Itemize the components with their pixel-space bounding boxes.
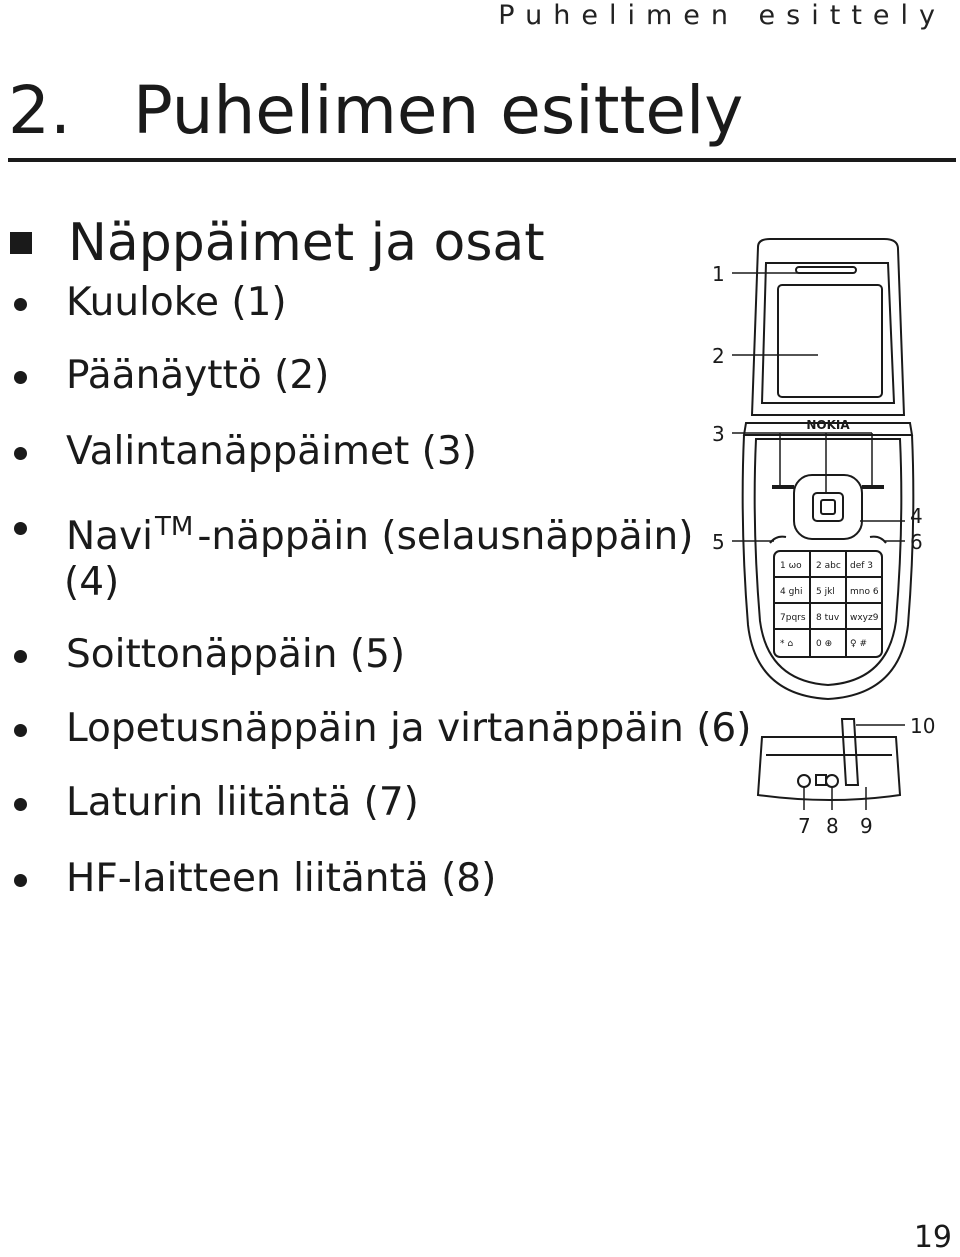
bullet-icon xyxy=(14,650,27,663)
svg-text:def 3: def 3 xyxy=(850,561,874,571)
earpiece xyxy=(796,267,856,273)
list-item: Valintanäppäimet (3) xyxy=(66,429,477,475)
callout-6: 6 xyxy=(910,530,923,554)
list-item-continuation: (4) xyxy=(64,560,120,605)
callout-7: 7 xyxy=(798,814,811,838)
svg-text:♀ #: ♀ # xyxy=(850,639,867,649)
chapter-title-text: Puhelimen esittely xyxy=(132,72,744,149)
svg-text:2 abc: 2 abc xyxy=(816,561,841,571)
bullet-icon xyxy=(14,798,27,811)
title-rule xyxy=(8,158,956,162)
list-item: HF-laitteen liitäntä (8) xyxy=(66,856,496,902)
list-item: Soittonäppäin (5) xyxy=(66,632,405,678)
section-heading xyxy=(8,212,545,274)
square-bullet-icon xyxy=(10,232,32,254)
svg-text:* ⌂: * ⌂ xyxy=(780,639,794,649)
list-item: Päänäyttö (2) xyxy=(66,353,329,399)
trademark-sup: TM xyxy=(155,512,194,542)
phone-diagram xyxy=(700,225,956,845)
chapter-number: 2. xyxy=(8,72,71,149)
svg-text:1 ωo: 1 ωo xyxy=(780,561,802,571)
svg-text:7pqrs: 7pqrs xyxy=(780,613,806,623)
section-title: Näppäimet ja osat xyxy=(68,213,545,273)
bullet-icon xyxy=(14,298,27,311)
list-item: Kuuloke (1) xyxy=(66,280,287,326)
page-number: 19 xyxy=(913,1220,952,1255)
brand-logo: NOKIA xyxy=(806,418,850,432)
svg-text:4 ghi: 4 ghi xyxy=(780,587,803,597)
main-display xyxy=(778,285,882,397)
svg-text:wxyz9: wxyz9 xyxy=(850,613,879,623)
callout-9: 9 xyxy=(860,814,873,838)
bullet-icon xyxy=(14,371,27,384)
callout-4: 4 xyxy=(910,504,923,528)
bullet-icon xyxy=(14,522,27,535)
chapter-title xyxy=(8,70,743,152)
svg-text:5 jkl: 5 jkl xyxy=(816,587,835,597)
bullet-icon xyxy=(14,724,27,737)
keypad-labels xyxy=(780,561,879,649)
callout-10: 10 xyxy=(910,714,936,738)
phone-outline xyxy=(743,239,914,800)
list-item: Laturin liitäntä (7) xyxy=(66,780,419,826)
callout-3: 3 xyxy=(712,422,725,446)
callout-5: 5 xyxy=(712,530,725,554)
callout-2: 2 xyxy=(712,344,725,368)
callout-lines xyxy=(732,273,905,810)
navi-key xyxy=(794,475,862,539)
list-item: Navi™ -näppäin (selausnäppäin) (4) xyxy=(66,504,693,606)
bullet-icon xyxy=(14,874,27,887)
running-header: Puhelimen esittely xyxy=(498,0,946,31)
svg-text:mno 6: mno 6 xyxy=(850,587,879,597)
callout-1: 1 xyxy=(712,262,725,286)
svg-text:8 tuv: 8 tuv xyxy=(816,613,840,623)
svg-text:0 ⊕: 0 ⊕ xyxy=(816,639,833,649)
bullet-icon xyxy=(14,447,27,460)
list-item: Lopetusnäppäin ja virtanäppäin (6) xyxy=(66,706,751,752)
callout-8: 8 xyxy=(826,814,839,838)
